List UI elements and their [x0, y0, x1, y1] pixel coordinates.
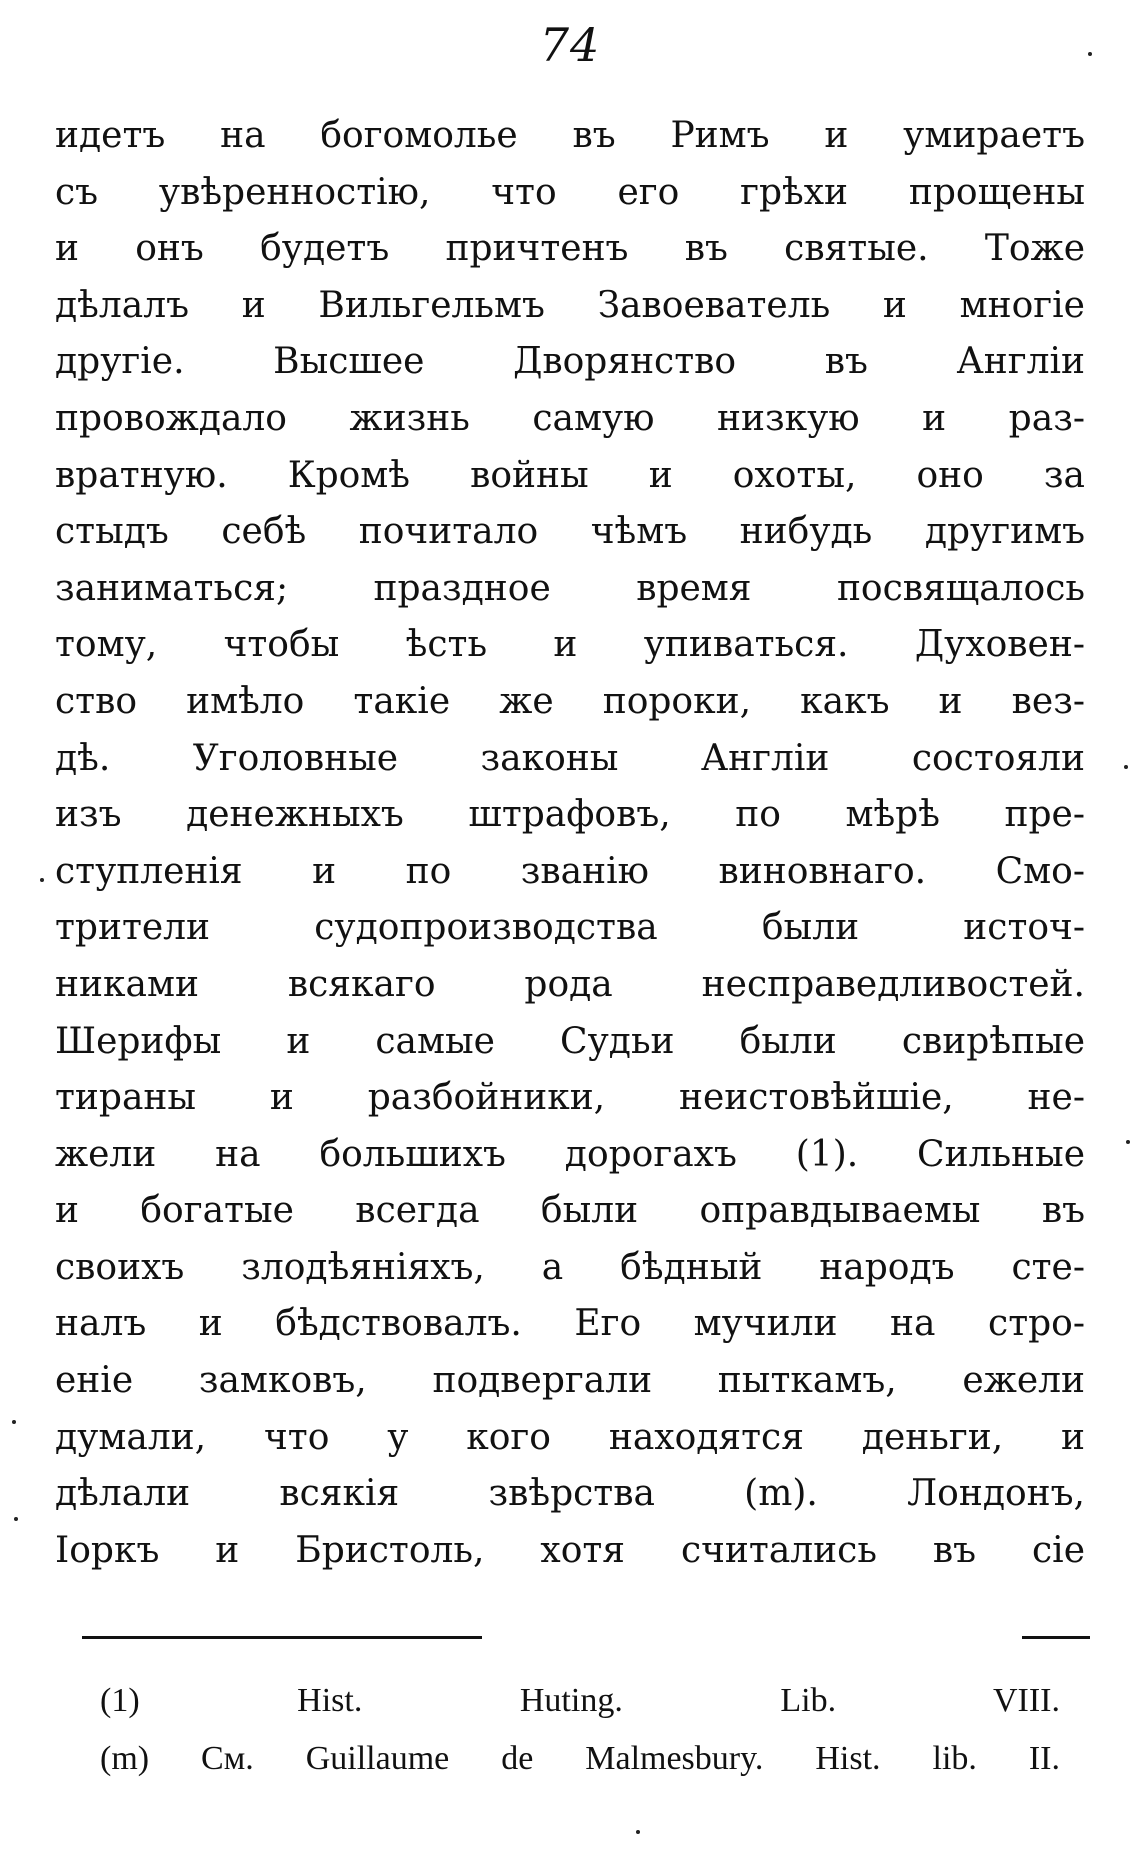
text-line: еніе замковъ, подвергали пыткамъ, ежели	[55, 1360, 1085, 1402]
page-number: 74	[539, 18, 601, 72]
text-line: съ увѣренностію, что его грѣхи прощены	[55, 171, 1085, 213]
text-line: тому, чтобы ѣсть и упиваться. Духовен-	[55, 624, 1085, 666]
footnote: (1) Hist. Huting. Lib. VIII.	[100, 1682, 1060, 1719]
ink-speck	[14, 1517, 18, 1521]
text-line: тираны и разбойники, неистовѣйшіе, не-	[55, 1077, 1085, 1119]
ink-speck	[1126, 1140, 1130, 1144]
ink-speck	[12, 1420, 16, 1424]
ink-speck	[1088, 52, 1092, 56]
text-line: налъ и бѣдствовалъ. Его мучили на стро-	[55, 1303, 1085, 1345]
footnote-separator-rule-short	[1022, 1636, 1090, 1639]
text-line: дѣ. Уголовные законы Англіи состояли	[55, 737, 1085, 779]
footnote-separator-rule	[82, 1636, 482, 1639]
footnote: (m) См. Guillaume de Malmesbury. Hist. lib. II.	[100, 1740, 1060, 1777]
text-line: ступленія и по званію виновнаго. Смо-	[55, 850, 1085, 892]
body-text	[55, 108, 1085, 1579]
text-line: идетъ на богомолье въ Римъ и умираетъ	[55, 115, 1085, 156]
text-line: своихъ злодѣяніяхъ, а бѣдный народъ сте-	[55, 1246, 1085, 1288]
text-line: стыдъ себѣ почитало чѣмъ нибудь другимъ	[55, 511, 1085, 553]
text-line: Шерифы и самые Судьи были свирѣпые	[55, 1020, 1085, 1062]
ink-speck	[40, 878, 44, 882]
ink-speck	[636, 1830, 640, 1834]
text-line: никами всякаго рода несправедливостей.	[55, 963, 1085, 1005]
text-line: дѣлали всякія звѣрства (m). Лондонъ,	[55, 1473, 1085, 1515]
ink-speck	[1124, 765, 1128, 769]
text-line: трители судопроизводства были источ-	[55, 907, 1085, 949]
text-line: вратную. Кромѣ войны и охоты, оно за	[55, 454, 1085, 496]
text-line: дѣлалъ и Вильгельмъ Завоеватель и многіе	[55, 284, 1085, 326]
footnotes	[100, 1672, 1060, 1788]
text-line: жели на большихъ дорогахъ (1). Сильные	[55, 1133, 1085, 1175]
text-line: другіе. Высшее Дворянство въ Англіи	[55, 341, 1085, 383]
text-line: и богатые всегда были оправдываемы въ	[55, 1190, 1085, 1232]
text-line: провождало жизнь самую низкую и раз-	[55, 397, 1085, 439]
text-line: Іоркъ и Бристоль, хотя считались въ сіе	[55, 1529, 1085, 1571]
text-line: заниматься; праздное время посвящалось	[55, 567, 1085, 609]
text-line: ство имѣло такіе же пороки, какъ и вез-	[55, 680, 1085, 722]
text-line: изъ денежныхъ штрафовъ, по мѣрѣ пре-	[55, 794, 1085, 836]
text-line: и онъ будетъ причтенъ въ святые. Тоже	[55, 228, 1085, 270]
text-line: думали, что у кого находятся деньги, и	[55, 1416, 1085, 1458]
